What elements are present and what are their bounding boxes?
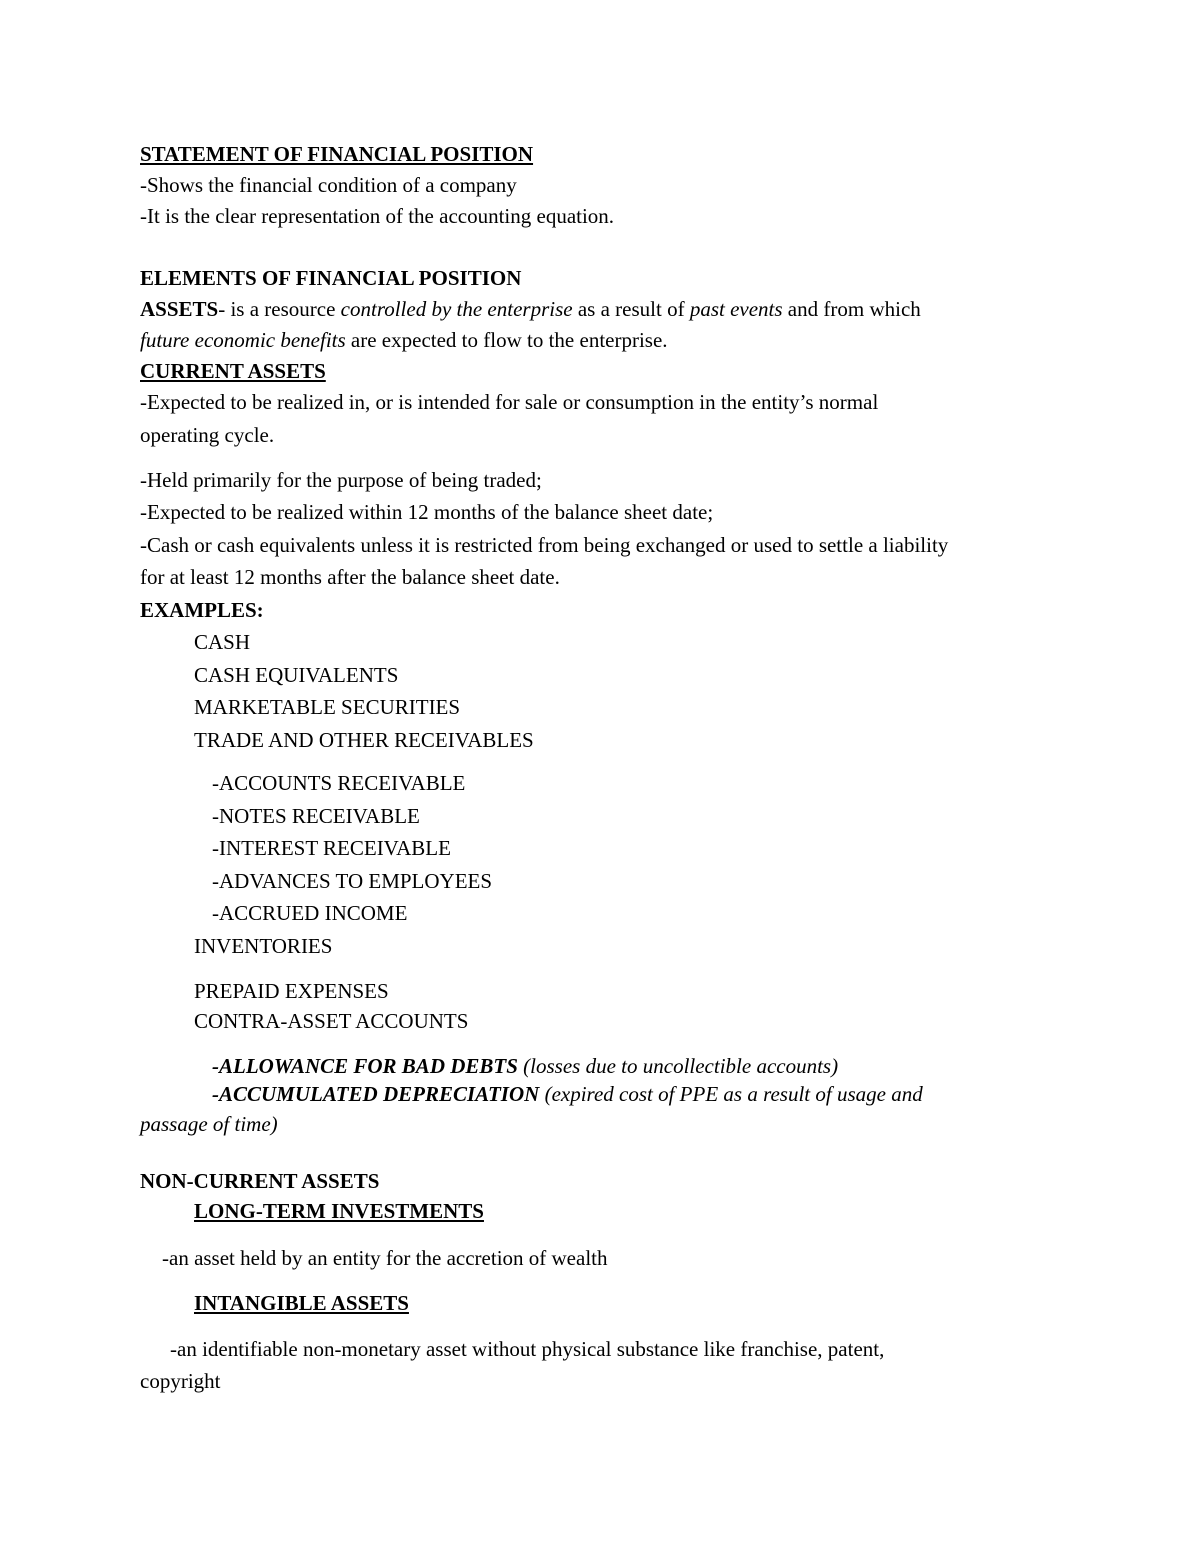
assets-term: ASSETS	[140, 297, 219, 321]
example-item: CASH	[194, 630, 251, 654]
receivable-item: -NOTES RECEIVABLE	[212, 804, 420, 828]
intro-line-1: -Shows the financial condition of a company	[140, 173, 517, 197]
assets-def-italic-2: past events	[689, 297, 783, 321]
example-item: CONTRA-ASSET ACCOUNTS	[194, 1009, 469, 1033]
long-term-investments-def: -an asset held by an entity for the accretion of wealth	[162, 1246, 608, 1270]
receivable-item: -INTEREST RECEIVABLE	[212, 836, 451, 860]
current-assets-def-3: -Held primarily for the purpose of being traded;	[140, 468, 542, 492]
intangible-assets-def-1: -an identifiable non-monetary asset without physical substance like franchise, patent,	[170, 1337, 885, 1361]
current-assets-def-6: for at least 12 months after the balance sheet date.	[140, 565, 560, 589]
contra-depreciation-line	[212, 1078, 923, 1110]
assets-def-text-1: - is a resource	[218, 297, 341, 321]
allowance-term: -ALLOWANCE FOR BAD DEBTS	[212, 1054, 518, 1078]
noncurrent-assets-heading: NON-CURRENT ASSETS	[140, 1169, 380, 1193]
assets-def-text-2: as a result of	[572, 297, 690, 321]
intangible-assets-def-2: copyright	[140, 1369, 221, 1393]
example-item: MARKETABLE SECURITIES	[194, 695, 461, 719]
intangible-assets-heading: INTANGIBLE ASSETS	[194, 1291, 409, 1315]
current-assets-def-1: -Expected to be realized in, or is intended for sale or consumption in the entity’s normal	[140, 390, 879, 414]
depreciation-desc-continued: passage of time)	[140, 1112, 278, 1136]
assets-def-italic-3: future economic benefits	[140, 328, 346, 352]
document-title: STATEMENT OF FINANCIAL POSITION	[140, 142, 534, 166]
depreciation-desc: (expired cost of PPE as a result of usage and	[539, 1082, 923, 1106]
intro-line-2: -It is the clear representation of the accounting equation.	[140, 204, 615, 228]
assets-def-italic-1: controlled by the enterprise	[340, 297, 573, 321]
example-item: INVENTORIES	[194, 934, 333, 958]
current-assets-heading: CURRENT ASSETS	[140, 359, 326, 383]
long-term-investments-heading: LONG-TERM INVESTMENTS	[194, 1199, 484, 1223]
depreciation-term: -ACCUMULATED DEPRECIATION	[212, 1082, 540, 1106]
elements-heading: ELEMENTS OF FINANCIAL POSITION	[140, 266, 522, 290]
current-assets-def-4: -Expected to be realized within 12 months of the balance sheet date;	[140, 500, 714, 524]
receivable-item: -ADVANCES TO EMPLOYEES	[212, 869, 493, 893]
allowance-desc: (losses due to uncollectible accounts)	[517, 1054, 839, 1078]
example-item: CASH EQUIVALENTS	[194, 663, 399, 687]
assets-def-text-3: and from which	[782, 297, 921, 321]
current-assets-def-2: operating cycle.	[140, 423, 275, 447]
examples-heading: EXAMPLES:	[140, 598, 264, 622]
assets-definition-line-1	[140, 293, 921, 325]
receivable-item: -ACCRUED INCOME	[212, 901, 408, 925]
assets-definition-line-2	[140, 324, 668, 356]
assets-def-text-4: are expected to flow to the enterprise.	[345, 328, 668, 352]
example-item: TRADE AND OTHER RECEIVABLES	[194, 728, 534, 752]
receivable-item: -ACCOUNTS RECEIVABLE	[212, 771, 466, 795]
example-item: PREPAID EXPENSES	[194, 979, 389, 1003]
current-assets-def-5: -Cash or cash equivalents unless it is restricted from being exchanged or used to settle a liability	[140, 533, 949, 557]
